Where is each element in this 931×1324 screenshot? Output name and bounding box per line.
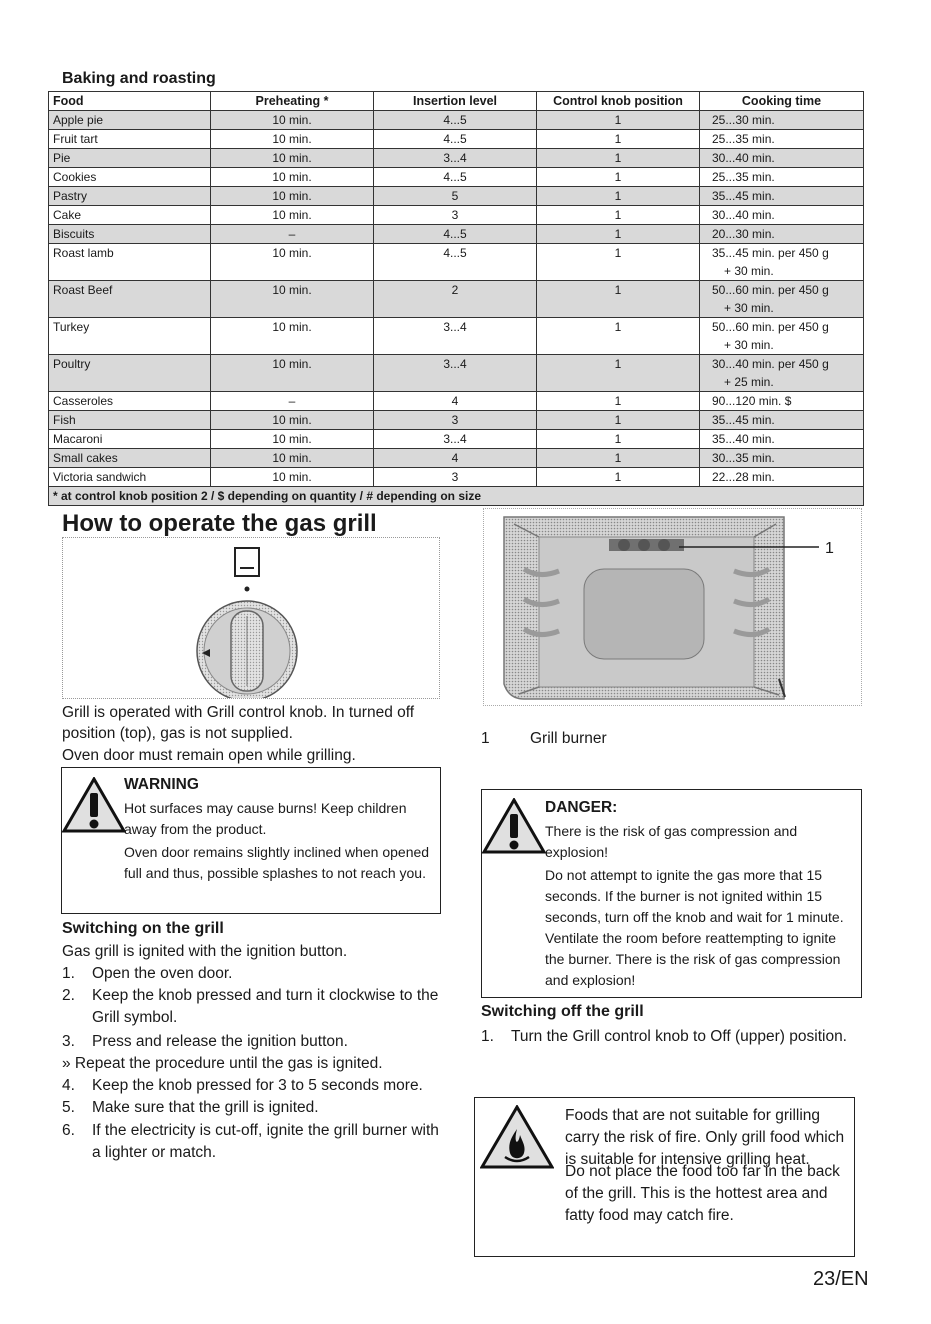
cell-knob-position	[537, 225, 700, 244]
intro-line: Grill is operated with Grill control knob. In turned off	[62, 704, 415, 721]
cell-knob-position-text: 1	[614, 320, 622, 334]
header-preheating: Preheating *	[211, 92, 374, 111]
oven-cavity-icon	[484, 509, 861, 705]
cell-insertion-level-text: 3...4	[443, 357, 467, 371]
cell-food	[49, 468, 211, 487]
cell-knob-position-text: 1	[614, 151, 622, 165]
cell-preheating-text: 10 min.	[272, 189, 312, 203]
cell-knob-position-text: 1	[614, 283, 622, 297]
cell-insertion-level-text: 3...4	[443, 432, 467, 446]
cell-preheating	[211, 318, 374, 355]
table-row	[49, 318, 864, 355]
cell-cooking-time-extra: + 30 min.	[724, 264, 774, 278]
baking-table	[48, 91, 864, 506]
cell-preheating-text: 10 min.	[272, 283, 312, 297]
cell-insertion-level-text: 4...5	[443, 170, 467, 184]
table-row	[49, 244, 864, 281]
table-row	[49, 355, 864, 392]
cell-knob-position-text: 1	[614, 132, 622, 146]
table-row	[49, 468, 864, 487]
cell-cooking-time	[700, 411, 864, 430]
danger-heading: DANGER:	[545, 799, 618, 816]
table-footnote-row	[49, 487, 864, 506]
cell-knob-position	[537, 468, 700, 487]
step-text: Keep the knob pressed and turn it clockwise to the Grill symbol.	[92, 987, 439, 1026]
cell-knob-position	[537, 355, 700, 392]
cell-food-text: Victoria sandwich	[53, 470, 147, 484]
fire-warning-text: Foods that are not suitable for grilling carry the risk of fire. Only grill food which is suitable for intensive grilling heat.	[565, 1107, 845, 1168]
cell-food-text: Small cakes	[53, 451, 118, 465]
cell-knob-position	[537, 411, 700, 430]
cell-insertion-level-text: 3	[451, 413, 459, 427]
warning-text: away from the product.	[124, 821, 267, 837]
cell-food-text: Turkey	[53, 320, 90, 334]
cell-preheating-text: 10 min.	[272, 208, 312, 222]
cell-preheating	[211, 449, 374, 468]
cell-preheating-text: 10 min.	[272, 113, 312, 127]
cell-insertion-level	[374, 187, 537, 206]
step-text: Keep the knob pressed for 3 to 5 seconds more.	[92, 1077, 423, 1094]
cell-knob-position	[537, 392, 700, 411]
step-number: 3.	[62, 1033, 75, 1050]
cell-cooking-time	[700, 168, 864, 187]
cell-preheating	[211, 392, 374, 411]
cell-insertion-level-text: 4	[451, 394, 459, 408]
cell-knob-position-text: 1	[614, 470, 622, 484]
cell-knob-position-text: 1	[614, 246, 622, 260]
table-footnote: * at control knob position 2 / $ depending on quantity / # depending on size	[49, 487, 864, 506]
cell-insertion-level	[374, 430, 537, 449]
grill-knob-figure	[62, 537, 440, 699]
cell-insertion-level	[374, 411, 537, 430]
cell-knob-position	[537, 281, 700, 318]
cell-insertion-level-text: 4...5	[443, 132, 467, 146]
cell-knob-position-text: 1	[614, 413, 622, 427]
cell-cooking-time-text: 22...28 min.	[712, 470, 775, 484]
cell-food-text: Pie	[53, 151, 71, 165]
cell-food-text: Biscuits	[53, 227, 95, 241]
cell-knob-position-text: 1	[614, 113, 622, 127]
cell-insertion-level-text: 3	[451, 208, 459, 222]
repeat-note: » Repeat the procedure until the gas is ignited.	[62, 1055, 383, 1072]
cell-insertion-level	[374, 281, 537, 318]
cell-food-text: Cookies	[53, 170, 97, 184]
cell-food	[49, 281, 211, 318]
cell-cooking-time	[700, 468, 864, 487]
cell-insertion-level-text: 5	[451, 189, 459, 203]
cell-preheating-text: 10 min.	[272, 320, 312, 334]
cell-insertion-level	[374, 111, 537, 130]
cell-preheating	[211, 430, 374, 449]
cell-food	[49, 225, 211, 244]
cell-cooking-time-text: 35...45 min.	[712, 413, 775, 427]
cell-cooking-time-text: 25...30 min.	[712, 113, 775, 127]
cell-insertion-level	[374, 318, 537, 355]
cell-preheating	[211, 468, 374, 487]
cell-preheating	[211, 355, 374, 392]
step-number: 4.	[62, 1077, 75, 1094]
cell-knob-position	[537, 149, 700, 168]
cell-food-text: Pastry	[53, 189, 88, 203]
cell-knob-position-text: 1	[614, 357, 622, 371]
cell-insertion-level-text: 4	[451, 451, 459, 465]
table-row	[49, 187, 864, 206]
cell-food-text: Casseroles	[53, 394, 114, 408]
cell-cooking-time	[700, 225, 864, 244]
cell-cooking-time-text: 30...40 min.	[712, 208, 775, 222]
cell-knob-position	[537, 111, 700, 130]
step-text: Make sure that the grill is ignited.	[92, 1099, 319, 1116]
table-row	[49, 281, 864, 318]
cell-preheating-text: –	[288, 227, 296, 241]
cell-preheating	[211, 206, 374, 225]
caption-number: 1	[481, 730, 490, 747]
cell-preheating	[211, 149, 374, 168]
cell-food-text: Roast Beef	[53, 283, 113, 297]
cell-insertion-level-text: 4...5	[443, 246, 467, 260]
cell-cooking-time-text: 30...35 min.	[712, 451, 775, 465]
cell-knob-position	[537, 318, 700, 355]
cell-preheating	[211, 411, 374, 430]
cell-insertion-level	[374, 168, 537, 187]
cell-cooking-time-text: 50...60 min. per 450 g	[712, 320, 829, 334]
danger-text: There is the risk of gas compression and	[545, 823, 798, 839]
cell-food-text: Cake	[53, 208, 82, 222]
cell-insertion-level-text: 3	[451, 470, 459, 484]
table-row	[49, 168, 864, 187]
step-text: Turn the Grill control knob to Off (upper) position.	[511, 1028, 847, 1045]
cell-insertion-level	[374, 130, 537, 149]
cell-knob-position-text: 1	[614, 451, 622, 465]
cell-cooking-time-text: 30...40 min. per 450 g	[712, 357, 829, 371]
cell-food-text: Apple pie	[53, 113, 104, 127]
callout-number: 1	[825, 540, 834, 557]
cell-food	[49, 430, 211, 449]
table-header-row	[49, 92, 864, 111]
danger-triangle-icon	[482, 798, 546, 854]
cell-cooking-time-text: 30...40 min.	[712, 151, 775, 165]
table-row	[49, 392, 864, 411]
cell-cooking-time	[700, 111, 864, 130]
cell-preheating-text: 10 min.	[272, 470, 312, 484]
table-row	[49, 130, 864, 149]
cell-cooking-time	[700, 318, 864, 355]
cell-insertion-level	[374, 392, 537, 411]
table-row	[49, 225, 864, 244]
cell-preheating-text: 10 min.	[272, 246, 312, 260]
cell-food	[49, 206, 211, 225]
cell-insertion-level	[374, 225, 537, 244]
cell-food	[49, 149, 211, 168]
cell-preheating	[211, 187, 374, 206]
warning-heading: WARNING	[124, 776, 199, 793]
cell-cooking-time	[700, 244, 864, 281]
cell-knob-position	[537, 187, 700, 206]
fire-warning-text: Do not place the food too far in the back of the grill. This is the hottest area and fatty food may catch fire.	[565, 1163, 840, 1224]
warning-triangle-icon	[62, 777, 126, 833]
cell-cooking-time	[700, 149, 864, 168]
step-text: If the electricity is cut-off, ignite the grill burner with a lighter or match.	[92, 1122, 439, 1161]
cell-insertion-level-text: 4...5	[443, 113, 467, 127]
cell-food	[49, 168, 211, 187]
oven-interior-figure	[483, 508, 862, 706]
table-row	[49, 411, 864, 430]
cell-food	[49, 187, 211, 206]
cell-cooking-time-text: 25...35 min.	[712, 170, 775, 184]
warning-text: Hot surfaces may cause burns! Keep children	[124, 800, 407, 816]
cell-cooking-time	[700, 130, 864, 149]
cell-food	[49, 392, 211, 411]
switch-off-heading: Switching off the grill	[481, 1003, 644, 1020]
cell-knob-position	[537, 130, 700, 149]
cell-knob-position-text: 1	[614, 394, 622, 408]
cell-cooking-time-text: 35...45 min. per 450 g	[712, 246, 829, 260]
step-number: 6.	[62, 1122, 75, 1139]
cell-knob-position	[537, 244, 700, 281]
cell-cooking-time-text: 20...30 min.	[712, 227, 775, 241]
cell-preheating-text: 10 min.	[272, 170, 312, 184]
cell-knob-position-text: 1	[614, 227, 622, 241]
cell-food	[49, 411, 211, 430]
cell-preheating-text: 10 min.	[272, 432, 312, 446]
cell-food-text: Macaroni	[53, 432, 103, 446]
danger-text: explosion!	[545, 844, 609, 860]
step-number: 1.	[62, 965, 75, 982]
step-number: 5.	[62, 1099, 75, 1116]
cell-knob-position	[537, 168, 700, 187]
step-number: 2.	[62, 987, 75, 1004]
cell-insertion-level-text: 3...4	[443, 151, 467, 165]
cell-cooking-time	[700, 355, 864, 392]
cell-food-text: Fish	[53, 413, 76, 427]
cell-cooking-time-extra: + 25 min.	[724, 375, 774, 389]
cell-insertion-level-text: 2	[451, 283, 459, 297]
table-row	[49, 111, 864, 130]
cell-knob-position-text: 1	[614, 170, 622, 184]
cell-preheating-text: 10 min.	[272, 151, 312, 165]
cell-preheating	[211, 168, 374, 187]
cell-cooking-time-text: 25...35 min.	[712, 132, 775, 146]
cell-cooking-time	[700, 449, 864, 468]
cell-food-text: Poultry	[53, 357, 91, 371]
danger-text: Do not attempt to ignite the gas more that 15 seconds. If the burner is not ignited within 15 seconds, turn off the knob and wait for 1 minute. Ventilate the room before reattempting to ignite the burner. There is the risk of gas compression and explosion!	[545, 867, 844, 988]
fire-hazard-icon	[480, 1105, 554, 1169]
cell-insertion-level-text: 4...5	[443, 227, 467, 241]
cell-food	[49, 355, 211, 392]
cell-knob-position-text: 1	[614, 208, 622, 222]
header-insertion-level: Insertion level	[374, 92, 537, 111]
cell-food	[49, 244, 211, 281]
header-knob-position: Control knob position	[537, 92, 700, 111]
cell-preheating	[211, 130, 374, 149]
cell-cooking-time-text: 35...45 min.	[712, 189, 775, 203]
section-title: How to operate the gas grill	[62, 510, 377, 537]
page-number: 23/EN	[813, 1268, 869, 1290]
cell-insertion-level	[374, 149, 537, 168]
cell-food-text: Fruit tart	[53, 132, 98, 146]
cell-cooking-time	[700, 281, 864, 318]
cell-preheating	[211, 244, 374, 281]
cell-preheating-text: 10 min.	[272, 132, 312, 146]
cell-insertion-level	[374, 355, 537, 392]
cell-knob-position-text: 1	[614, 432, 622, 446]
control-knob-icon	[63, 538, 439, 698]
table-row	[49, 430, 864, 449]
cell-food	[49, 130, 211, 149]
cell-cooking-time	[700, 187, 864, 206]
cell-knob-position	[537, 430, 700, 449]
cell-preheating	[211, 281, 374, 318]
intro-line: position (top), gas is not supplied.	[62, 725, 293, 742]
cell-knob-position	[537, 206, 700, 225]
intro-line: Oven door must remain open while grilling.	[62, 747, 356, 764]
warning-text: Oven door remains slightly inclined when opened full and thus, possible splashes to not reach you.	[124, 844, 430, 881]
switch-on-text: Gas grill is ignited with the ignition button.	[62, 943, 348, 960]
table-row	[49, 149, 864, 168]
cell-food	[49, 449, 211, 468]
cell-insertion-level	[374, 468, 537, 487]
switch-on-heading: Switching on the grill	[62, 920, 224, 937]
cell-cooking-time-text: 35...40 min.	[712, 432, 775, 446]
cell-food	[49, 318, 211, 355]
cell-cooking-time-text: 50...60 min. per 450 g	[712, 283, 829, 297]
figure-caption: Grill burner	[530, 730, 607, 747]
cell-insertion-level-text: 3...4	[443, 320, 467, 334]
header-cooking-time: Cooking time	[700, 92, 864, 111]
cell-cooking-time	[700, 430, 864, 449]
cell-preheating	[211, 111, 374, 130]
cell-food-text: Roast lamb	[53, 246, 114, 260]
cell-cooking-time-extra: + 30 min.	[724, 338, 774, 352]
cell-food	[49, 111, 211, 130]
cell-insertion-level	[374, 244, 537, 281]
cell-preheating-text: 10 min.	[272, 451, 312, 465]
cell-knob-position-text: 1	[614, 189, 622, 203]
step-text: Open the oven door.	[92, 965, 233, 982]
cell-knob-position	[537, 449, 700, 468]
step-number: 1.	[481, 1028, 494, 1045]
cell-preheating-text: –	[288, 394, 296, 408]
table-title: Baking and roasting	[62, 70, 216, 87]
cell-cooking-time	[700, 206, 864, 225]
step-text: Press and release the ignition button.	[92, 1033, 348, 1050]
table-row	[49, 206, 864, 225]
cell-preheating-text: 10 min.	[272, 357, 312, 371]
cell-cooking-time-extra: + 30 min.	[724, 301, 774, 315]
cell-insertion-level	[374, 449, 537, 468]
cell-insertion-level	[374, 206, 537, 225]
cell-preheating	[211, 225, 374, 244]
cell-cooking-time	[700, 392, 864, 411]
table-row	[49, 449, 864, 468]
header-food: Food	[49, 92, 211, 111]
cell-preheating-text: 10 min.	[272, 413, 312, 427]
cell-cooking-time-text: 90...120 min. $	[712, 394, 792, 408]
